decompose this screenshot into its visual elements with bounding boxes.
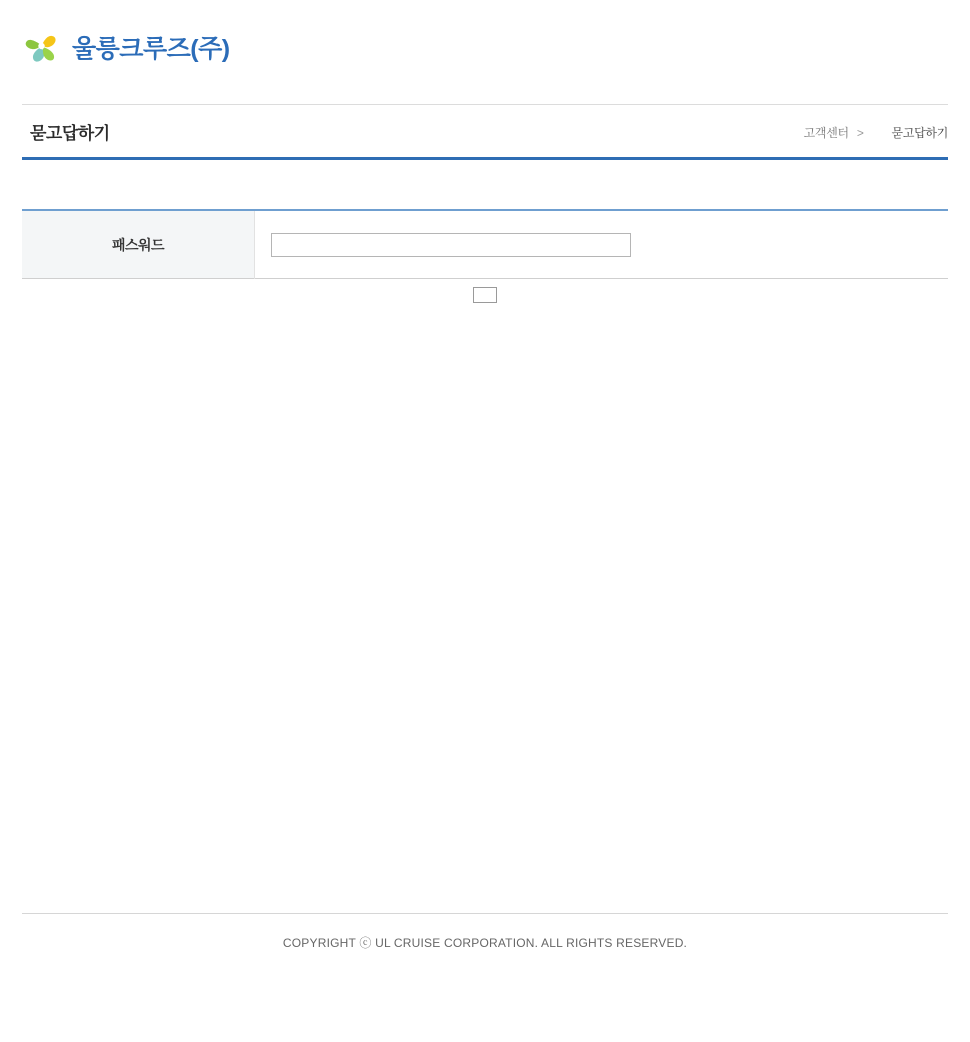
page-title-bar (22, 104, 948, 160)
main-content (22, 160, 948, 305)
password-label: 패스워드 (22, 210, 255, 279)
password-form-table (22, 209, 948, 279)
password-input[interactable] (271, 233, 631, 257)
site-header (0, 0, 970, 104)
confirm-button[interactable] (473, 287, 497, 303)
button-row (22, 287, 948, 305)
content-top-spacer (22, 160, 948, 209)
copyright-text: COPYRIGHT ⓒ UL CRUISE CORPORATION. ALL RIGHTS RESERVED. (282, 936, 688, 950)
password-field-cell (255, 210, 949, 279)
site-footer (22, 913, 948, 951)
breadcrumb-separator-icon: > (856, 125, 864, 140)
breadcrumb-parent[interactable]: 고객센터 (803, 126, 849, 140)
logo-text (72, 34, 230, 63)
logo-text-suffix: (주) (190, 34, 230, 63)
site-logo-link[interactable] (22, 28, 230, 70)
breadcrumb-current: 묻고답하기 (891, 126, 948, 140)
pinwheel-flower-logo-icon (22, 28, 62, 70)
breadcrumb (804, 124, 948, 141)
logo-text-main: 울릉크루즈 (72, 34, 191, 63)
table-row (22, 210, 948, 279)
page-title: 묻고답하기 (30, 124, 110, 143)
